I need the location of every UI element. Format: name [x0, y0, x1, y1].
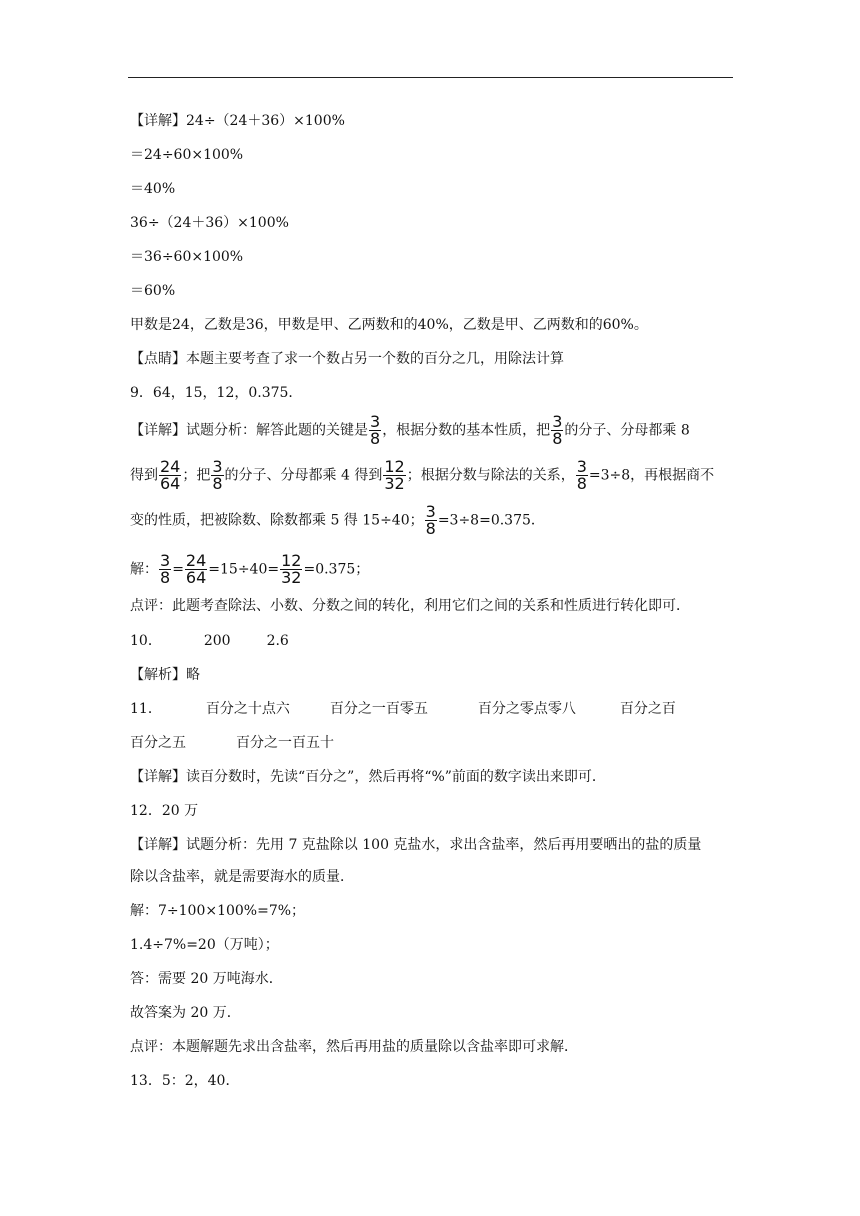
text-segment: 得到 [130, 467, 158, 484]
numerator: 3 [370, 412, 381, 431]
fraction-24-64 [185, 553, 207, 586]
text-line: 36÷（24＋36）×100% [130, 215, 289, 231]
fraction-24-64 [159, 459, 181, 492]
text-line: 点评：此题考查除法、小数、分数之间的转化，利用它们之间的关系和性质进行转化即可． [130, 598, 690, 614]
answer-value: 百分之一百零五 [329, 701, 428, 717]
answer-value: 百分之百 [619, 701, 676, 717]
text-segment: 的分子、分母都乘 8 [564, 422, 690, 439]
answer-11-cont [130, 733, 334, 753]
denominator: 32 [281, 568, 302, 587]
text-line: 1.4÷7%=20（万吨）； [130, 937, 279, 953]
denominator: 64 [185, 568, 207, 587]
text-line: ＝36÷60×100% [130, 249, 244, 265]
denominator: 8 [212, 474, 223, 493]
text-segment: =3÷8=0.375． [437, 512, 545, 529]
denominator: 64 [160, 474, 181, 493]
denominator: 8 [160, 568, 171, 587]
numerator: 12 [384, 457, 405, 476]
denominator: 8 [576, 474, 587, 493]
text-segment: 解： [130, 561, 158, 578]
text-line: 除以含盐率，就是需要海水的质量． [130, 869, 354, 885]
text-line: ＝24÷60×100% [130, 147, 244, 163]
text-line: 【详解】24÷（24＋36）×100% [130, 113, 345, 129]
text-line: 答：需要 20 万吨海水． [130, 971, 283, 987]
answer-9-detail-line-2 [130, 459, 714, 492]
answer-9-solution [130, 553, 369, 586]
question-number: 10． [130, 633, 162, 649]
answer-13-header: 13．5：2，40． [130, 1073, 240, 1089]
text-segment: ；根据分数与除法的关系， [406, 467, 575, 484]
denominator: 8 [552, 429, 563, 448]
numerator: 3 [160, 551, 171, 570]
fraction-3-8 [369, 414, 381, 447]
text-segment: = [172, 561, 184, 578]
answer-value: 百分之十点六 [205, 701, 290, 717]
denominator: 32 [384, 474, 405, 493]
text-line: 故答案为 20 万． [130, 1005, 241, 1021]
text-segment: 变的性质，把被除数、除数都乘 5 得 15÷40； [130, 512, 424, 529]
text-segment: =3÷8，再根据商不 [588, 467, 715, 484]
header-rule [128, 77, 733, 78]
fraction-12-32 [383, 459, 405, 492]
text-segment: 的分子、分母都乘 4 得到 [224, 467, 383, 484]
answer-value: 200 [203, 633, 231, 649]
numerator: 3 [425, 502, 436, 521]
text-line: 点评：本题解题先求出含盐率，然后再用盐的质量除以含盐率即可求解． [130, 1039, 578, 1055]
numerator: 3 [576, 457, 587, 476]
fraction-3-8 [551, 414, 563, 447]
numerator: 24 [185, 551, 207, 570]
answer-12-header: 12．20 万 [130, 803, 199, 819]
text-line: 【点睛】本题主要考查了求一个数占另一个数的百分之几，用除法计算 [130, 351, 564, 367]
answer-9-detail-line-1 [130, 414, 690, 447]
answer-value: 百分之零点零八 [477, 701, 576, 717]
fraction-3-8 [211, 459, 223, 492]
text-line: 【详解】试题分析：先用 7 克盐除以 100 克盐水，求出含盐率，然后再用要晒出的盐的质量 [130, 837, 702, 853]
text-line: 甲数是24，乙数是36，甲数是甲、乙两数和的40%，乙数是甲、乙两数和的60%。 [130, 317, 648, 333]
answer-10 [130, 631, 289, 651]
numerator: 3 [552, 412, 563, 431]
answer-value: 百分之五 [130, 735, 186, 751]
fraction-12-32 [280, 553, 302, 586]
text-segment: =15÷40= [208, 561, 280, 578]
fraction-3-8 [159, 553, 171, 586]
numerator: 24 [160, 457, 181, 476]
text-line: 【详解】读百分数时，先读“百分之”，然后再将“%”前面的数字读出来即可． [130, 769, 606, 785]
text-segment: ，根据分数的基本性质，把 [382, 422, 551, 439]
numerator: 3 [212, 457, 223, 476]
denominator: 8 [425, 519, 436, 538]
text-segment: ；把 [182, 467, 211, 484]
numerator: 12 [281, 551, 302, 570]
text-line: ＝40% [130, 181, 176, 197]
text-line: ＝60% [130, 283, 176, 299]
text-line: 解：7÷100×100%=7%； [130, 903, 306, 919]
answer-9-header: 9．64，15，12，0.375． [130, 385, 303, 401]
text-segment: 【详解】试题分析：解答此题的关键是 [130, 422, 368, 439]
fraction-3-8 [576, 459, 588, 492]
answer-9-detail-line-3 [130, 504, 545, 537]
question-number: 11． [130, 701, 162, 717]
answer-value: 2.6 [266, 633, 289, 649]
fraction-3-8 [425, 504, 437, 537]
answer-value: 百分之一百五十 [236, 735, 334, 751]
answer-11 [130, 699, 676, 719]
text-segment: =0.375； [303, 561, 370, 578]
denominator: 8 [370, 429, 381, 448]
text-line: 【解析】略 [130, 667, 200, 683]
